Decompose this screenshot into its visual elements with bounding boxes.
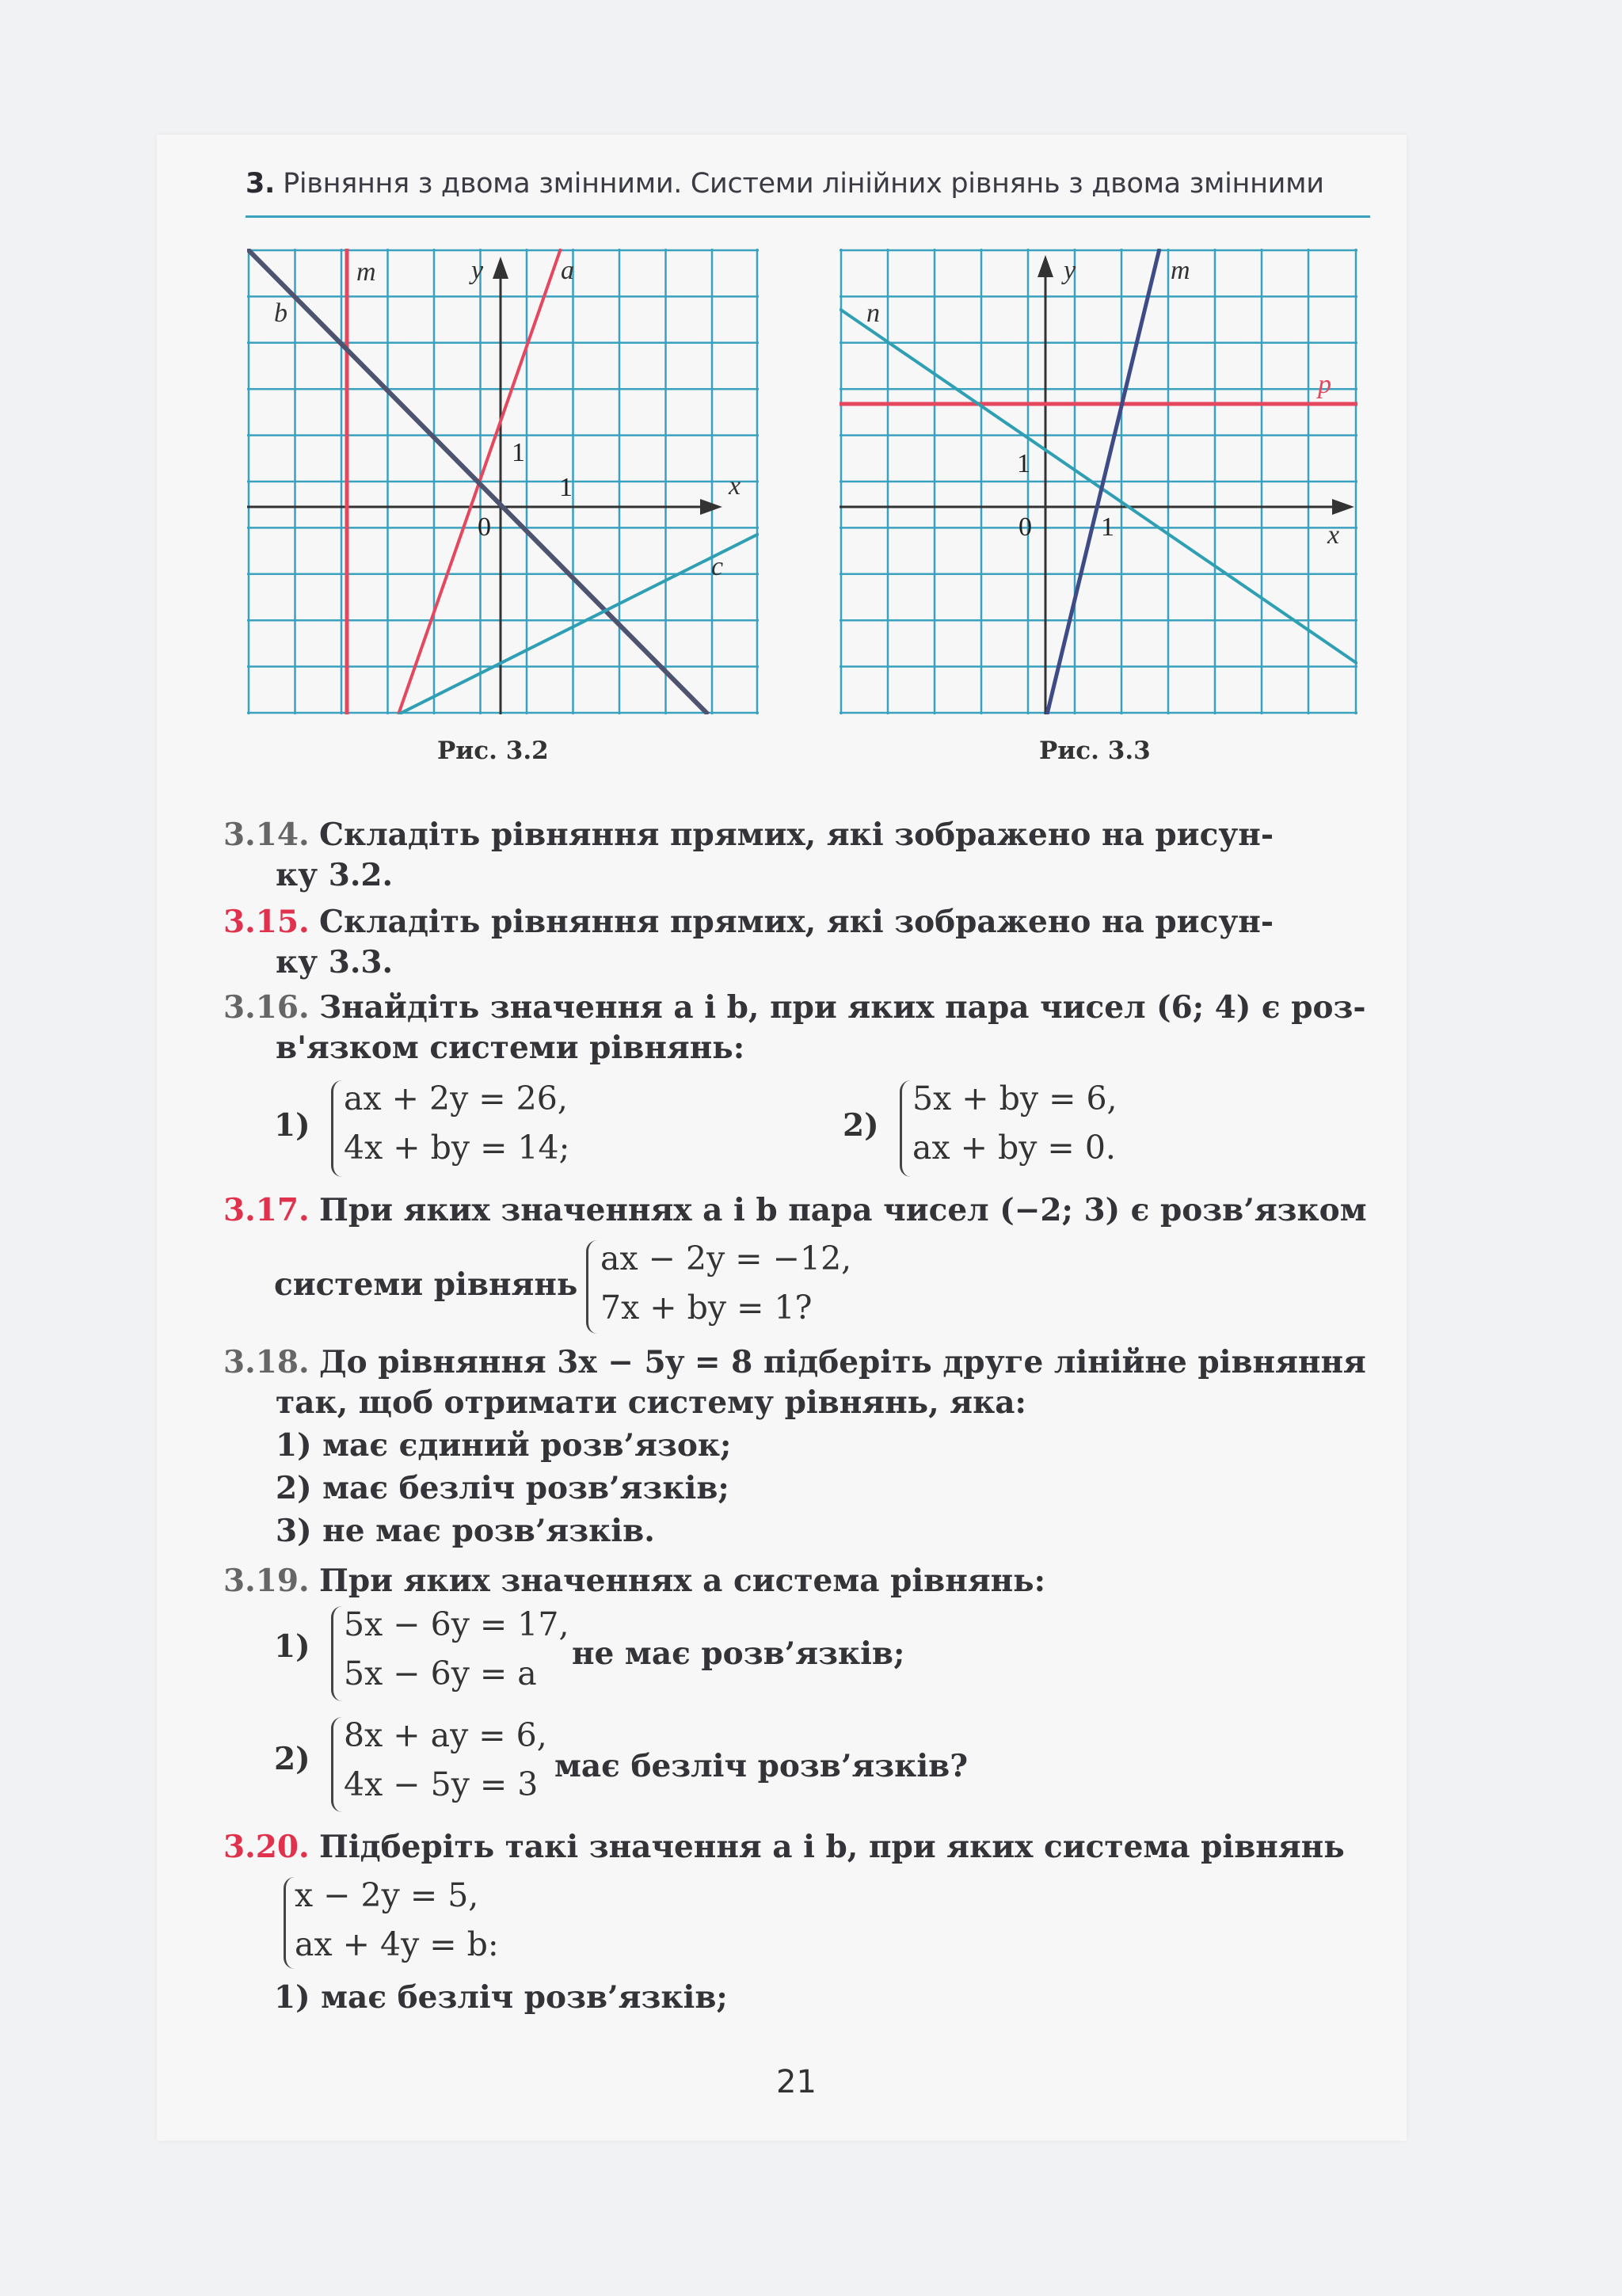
problem-number: 3.20. <box>223 1829 310 1865</box>
problem-number: 3.19. <box>223 1563 310 1599</box>
problem-text-cont: в'язком системи рівнянь: <box>276 1030 745 1066</box>
line-n <box>840 309 1357 664</box>
list-item: 1) має єдиний розв’язок; <box>276 1427 732 1464</box>
problem-3-19 <box>223 1559 1045 1604</box>
label-m: m <box>1171 256 1190 285</box>
figure-3-2-caption: Рис. 3.2 <box>437 737 549 765</box>
label-p: p <box>1318 370 1331 399</box>
label-y: y <box>471 256 484 285</box>
problem-number: 3.17. <box>223 1192 310 1228</box>
equation: x − 2y = 5, <box>295 1876 479 1914</box>
equation: 5x − 6y = 17, <box>344 1605 569 1643</box>
label-c: c <box>711 552 724 581</box>
list-item: 1) має безліч розв’язків; <box>274 1979 728 2016</box>
brace <box>331 1717 343 1812</box>
system-label: 2) <box>843 1107 879 1144</box>
brace <box>284 1877 295 1969</box>
problem-text-cont: ку 3.2. <box>276 857 394 893</box>
chapter-title: Рівняння з двома змінними. Системи лінійних рівнянь з двома змінними <box>283 168 1324 200</box>
problem-3-17 <box>223 1188 1367 1233</box>
problem-text: При яких значеннях a і b пара чисел (−2; 3) є розв’язком <box>318 1192 1367 1228</box>
equation: ax + 4y = b: <box>295 1925 499 1963</box>
chapter-header <box>246 168 1372 200</box>
system-2 <box>912 1074 1118 1172</box>
label-b: b <box>274 299 287 328</box>
system-1 <box>344 1600 569 1698</box>
equation: 7x + by = 1? <box>600 1289 813 1327</box>
problem-3-14 <box>223 813 1274 897</box>
system-note: має безліч розв’язків? <box>554 1748 969 1784</box>
problem-number: 3.16. <box>223 989 310 1026</box>
chapter-number: 3. <box>246 168 276 200</box>
y-axis-arrow <box>1038 255 1053 277</box>
label-x: x <box>729 471 741 501</box>
problem-text: При яких значеннях a система рівнянь: <box>318 1563 1046 1599</box>
equation: ax + 2y = 26, <box>344 1079 568 1118</box>
grid <box>840 249 1357 714</box>
system-label: 1) <box>274 1107 310 1144</box>
system-note: не має розв’язків; <box>572 1635 905 1672</box>
axes <box>840 272 1340 714</box>
problem-text-cont: так, щоб отримати систему рівнянь, яка: <box>276 1384 1026 1421</box>
problem-text: Підберіть такі значення a і b, при яких система рівнянь <box>318 1829 1345 1865</box>
problem-number: 3.18. <box>223 1344 310 1380</box>
system <box>295 1871 499 1969</box>
label-one-y: 1 <box>1017 449 1030 478</box>
equation: ax − 2y = −12, <box>600 1239 852 1277</box>
system-1 <box>344 1074 569 1172</box>
system-2 <box>344 1711 547 1809</box>
label-one-x: 1 <box>1101 512 1114 542</box>
y-axis-arrow <box>493 257 508 279</box>
problem-3-15 <box>223 900 1274 984</box>
problem-3-17-lead: системи рівнянь <box>274 1266 578 1303</box>
label-a: a <box>561 256 574 285</box>
system-label: 1) <box>274 1628 310 1665</box>
system <box>600 1234 851 1332</box>
figure-3-2-graph <box>247 249 759 714</box>
equation: 5x − 6y = a <box>344 1654 537 1692</box>
label-one-y: 1 <box>512 438 525 467</box>
label-origin: 0 <box>478 512 491 542</box>
figure-3-3-graph <box>840 249 1357 714</box>
x-axis-arrow <box>1332 499 1354 515</box>
problem-text: Складіть рівняння прямих, які зображено на рисун- <box>318 817 1274 853</box>
label-origin: 0 <box>1019 512 1032 542</box>
problem-3-16 <box>223 985 1366 1070</box>
figure-3-2 <box>247 249 759 714</box>
equation: ax + by = 0. <box>912 1129 1116 1167</box>
list-item: 2) має безліч розв’язків; <box>276 1470 729 1506</box>
problem-text: До рівняння 3x − 5y = 8 підберіть друге лінійне рівняння <box>318 1344 1366 1380</box>
problem-number: 3.15. <box>223 904 310 940</box>
equation: 4x − 5y = 3 <box>344 1765 539 1803</box>
problem-text: Знайдіть значення a і b, при яких пара чисел (6; 4) є роз- <box>318 989 1366 1026</box>
page-number: 21 <box>776 2064 817 2100</box>
brace <box>331 1080 343 1177</box>
brace <box>586 1240 598 1334</box>
brace <box>331 1606 343 1701</box>
problem-number: 3.14. <box>223 817 310 853</box>
label-y: y <box>1064 256 1076 285</box>
label-one-x: 1 <box>559 473 573 502</box>
figure-3-3-caption: Рис. 3.3 <box>1039 737 1151 765</box>
label-m: m <box>356 257 376 287</box>
grid <box>247 249 759 714</box>
equation: 8x + ay = 6, <box>344 1716 547 1754</box>
equation: 4x + by = 14; <box>344 1129 570 1167</box>
header-rule <box>246 215 1370 218</box>
problem-3-20 <box>223 1825 1345 1870</box>
list-item: 3) не має розв’язків. <box>276 1513 655 1549</box>
problem-3-18 <box>223 1340 1366 1553</box>
problem-text-cont: ку 3.3. <box>276 944 394 980</box>
problem-text: Складіть рівняння прямих, які зображено на рисун- <box>318 904 1274 940</box>
label-n: n <box>866 299 880 328</box>
equation: 5x + by = 6, <box>912 1079 1118 1118</box>
figure-3-3 <box>840 249 1357 714</box>
system-label: 2) <box>274 1741 310 1777</box>
label-x: x <box>1327 520 1340 550</box>
brace <box>900 1080 912 1177</box>
